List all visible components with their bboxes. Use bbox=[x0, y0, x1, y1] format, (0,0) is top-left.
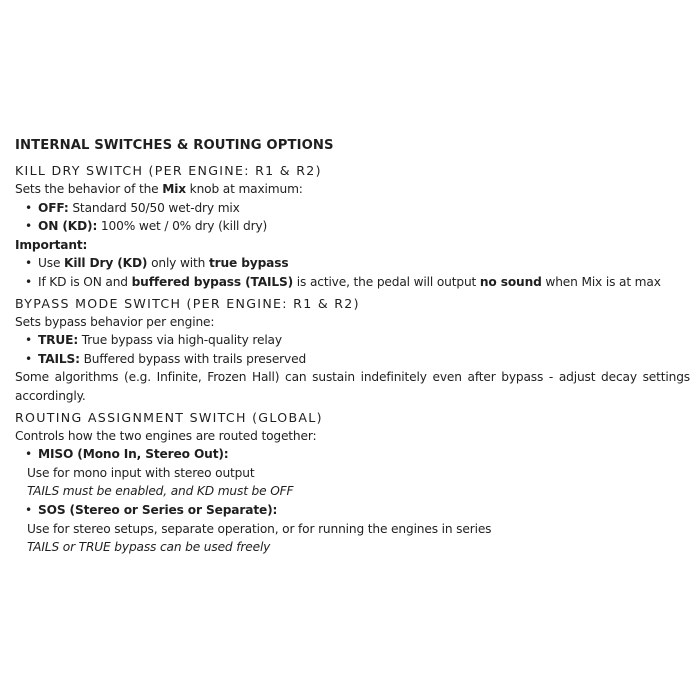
note-text: Use bbox=[38, 256, 65, 271]
sos-desc: Use for stereo setups, separate operation, or for running the engines in series bbox=[27, 521, 492, 536]
note-text: If KD is ON and bbox=[38, 274, 132, 289]
kill-dry-intro bbox=[15, 180, 690, 199]
bullet: • bbox=[25, 200, 33, 215]
bypass-section bbox=[15, 294, 690, 406]
bypass-note: Some algorithms (e.g. Infinite, Frozen Hall) can sustain indefinitely even after bypass - adjust decay settings accordingly. bbox=[15, 370, 690, 403]
note-text: only with bbox=[147, 256, 209, 271]
option-text: 100% wet / 0% dry (kill dry) bbox=[97, 219, 268, 234]
bypass-intro: Sets bypass behavior per engine: bbox=[15, 314, 215, 329]
option-label: MISO (Mono In, Stereo Out): bbox=[38, 447, 229, 462]
option-label: TAILS: bbox=[38, 351, 80, 366]
list-item bbox=[15, 273, 690, 292]
option-label: ON (KD): bbox=[38, 219, 98, 234]
option-text: Standard 50/50 wet-dry mix bbox=[68, 200, 240, 215]
list-item bbox=[15, 254, 690, 273]
note-bold: true bypass bbox=[208, 256, 289, 271]
list-item bbox=[15, 350, 690, 369]
list-item bbox=[15, 199, 690, 218]
bullet: • bbox=[25, 256, 33, 271]
option-text: True bypass via high-quality relay bbox=[78, 333, 282, 348]
bullet: • bbox=[25, 351, 33, 366]
option-label: TRUE: bbox=[38, 333, 79, 348]
option-label: OFF: bbox=[38, 200, 69, 215]
note-bold: no sound bbox=[479, 274, 542, 289]
note-text: when Mix is at max bbox=[541, 274, 661, 289]
kill-dry-section bbox=[15, 161, 690, 292]
bullet: • bbox=[25, 274, 33, 289]
kill-dry-intro-pre: Sets the behavior of the bbox=[15, 182, 163, 196]
bullet: • bbox=[25, 219, 33, 234]
miso-note: TAILS must be enabled, and KD must be OFF bbox=[27, 484, 294, 499]
miso-desc: Use for mono input with stereo output bbox=[27, 465, 255, 480]
routing-section bbox=[15, 408, 690, 557]
note-text: is active, the pedal will output bbox=[293, 274, 480, 289]
sos-note: TAILS or TRUE bypass can be used freely bbox=[27, 540, 271, 555]
bullet: • bbox=[25, 447, 33, 462]
option-label: SOS (Stereo or Series or Separate): bbox=[38, 502, 278, 517]
note-bold: buffered bypass (TAILS) bbox=[131, 274, 294, 289]
kill-dry-intro-post: knob at maximum: bbox=[185, 182, 303, 196]
page-title: INTERNAL SWITCHES & ROUTING OPTIONS bbox=[15, 138, 334, 153]
list-item bbox=[15, 217, 690, 236]
option-text: Buffered bypass with trails preserved bbox=[79, 351, 307, 366]
routing-intro: Controls how the two engines are routed together: bbox=[15, 428, 317, 443]
list-item bbox=[15, 445, 690, 464]
list-item bbox=[15, 331, 690, 350]
bullet: • bbox=[25, 333, 33, 348]
bypass-heading: BYPASS MODE SWITCH (PER ENGINE: R1 & R2) bbox=[15, 295, 360, 311]
important-label: Important: bbox=[15, 237, 88, 252]
note-bold: Kill Dry (KD) bbox=[64, 256, 148, 271]
list-item bbox=[15, 501, 690, 520]
kill-dry-intro-bold: Mix bbox=[162, 182, 186, 196]
routing-heading: ROUTING ASSIGNMENT SWITCH (GLOBAL) bbox=[15, 409, 323, 425]
bullet: • bbox=[25, 502, 33, 517]
document-body bbox=[15, 136, 690, 557]
kill-dry-heading: KILL DRY SWITCH (PER ENGINE: R1 & R2) bbox=[15, 163, 322, 178]
